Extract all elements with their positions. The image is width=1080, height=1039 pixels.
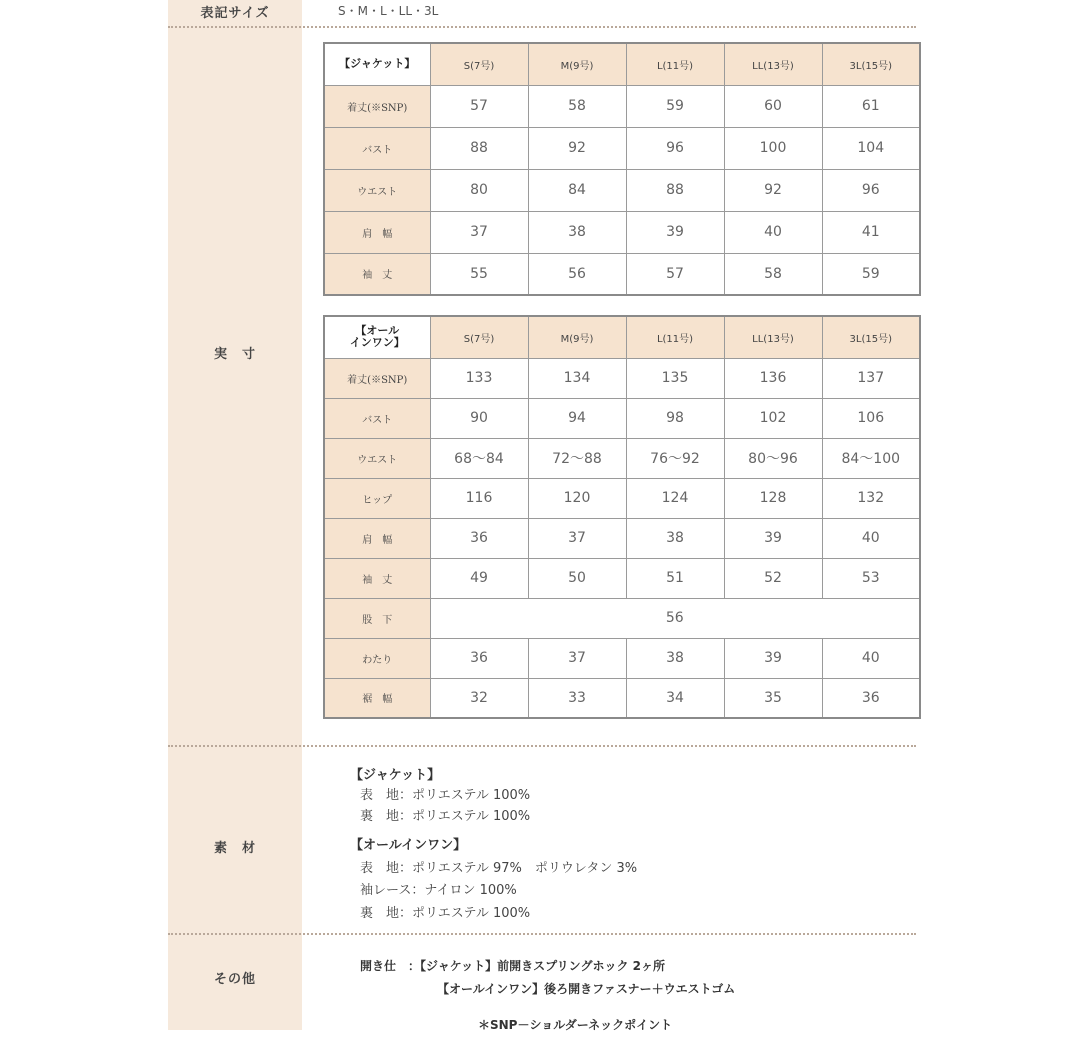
- measurement-value: 133: [430, 358, 528, 398]
- measurement-value: 136: [724, 358, 822, 398]
- measurement-value: 60: [724, 85, 822, 127]
- material-line: 裏 地：ポリエステル 100%: [360, 809, 531, 824]
- size-column-header: M(9号): [528, 43, 626, 85]
- measurement-label: バスト: [324, 127, 430, 169]
- measurement-label: 袖 丈: [324, 253, 430, 295]
- measurement-value: 104: [822, 127, 920, 169]
- size-column-header: S(7号): [430, 43, 528, 85]
- measurement-value: 40: [724, 211, 822, 253]
- measurement-value: 88: [626, 169, 724, 211]
- table-row: [324, 478, 920, 518]
- measurement-value: 61: [822, 85, 920, 127]
- size-column-header: LL(13号): [724, 43, 822, 85]
- material-label: 素 材: [213, 841, 256, 856]
- measurement-value: 100: [724, 127, 822, 169]
- measurement-value: 58: [528, 85, 626, 127]
- measurement-label: 肩 幅: [324, 211, 430, 253]
- measurement-value: 49: [430, 558, 528, 598]
- size-column-header: L(11号): [626, 43, 724, 85]
- measurement-label: ウエスト: [324, 438, 430, 478]
- material-line: 裏 地：ポリエステル 100%: [360, 906, 531, 921]
- table-header-row: [324, 43, 920, 85]
- measurement-value: 102: [724, 398, 822, 438]
- divider: [168, 26, 916, 28]
- table-row: [324, 438, 920, 478]
- measurement-value: 53: [822, 558, 920, 598]
- material-line: 表 地：ポリエステル 100%: [360, 788, 531, 803]
- label-column: [168, 0, 302, 1030]
- measurement-value: 38: [626, 638, 724, 678]
- measurement-label: 袖 丈: [324, 558, 430, 598]
- table-title-cell: 【ジャケット】: [324, 43, 430, 85]
- measure-label: 実 寸: [213, 347, 256, 362]
- measurement-value: 96: [626, 127, 724, 169]
- snp-note: ＊SNP－ショルダーネックポイント: [478, 1018, 673, 1032]
- measurement-value: 39: [724, 638, 822, 678]
- measurement-label: わたり: [324, 638, 430, 678]
- other-label: その他: [213, 972, 256, 987]
- measurement-label: バスト: [324, 398, 430, 438]
- divider: [168, 745, 916, 747]
- measurement-value: 59: [626, 85, 724, 127]
- measurement-value: 135: [626, 358, 724, 398]
- measurement-value: 33: [528, 678, 626, 718]
- table-row: [324, 398, 920, 438]
- table-row: [324, 678, 920, 718]
- material-line: 【ジャケット】: [350, 768, 441, 783]
- measurement-value: 35: [724, 678, 822, 718]
- measurement-label: 着丈(※SNP): [324, 358, 430, 398]
- table-row: [324, 211, 920, 253]
- measurement-value: 58: [724, 253, 822, 295]
- other-line-1: 開き仕 ：【ジャケット】前開きスプリングホック 2ヶ所: [360, 959, 665, 973]
- measurement-label: 着丈(※SNP): [324, 85, 430, 127]
- size-column-header: M(9号): [528, 316, 626, 358]
- other-line-2: 【オールインワン】後ろ開きファスナー＋ウエストゴム: [437, 982, 736, 996]
- table-row: [324, 558, 920, 598]
- measurement-value: 80～96: [724, 438, 822, 478]
- table-row: [324, 127, 920, 169]
- measurement-value: 51: [626, 558, 724, 598]
- table-title-cell: 【オール インワン】: [324, 316, 430, 358]
- measurement-value: 56: [528, 253, 626, 295]
- size-label: 表記サイズ: [200, 6, 270, 21]
- table-row: [324, 598, 920, 638]
- measurement-value: 84: [528, 169, 626, 211]
- measurement-value: 37: [528, 518, 626, 558]
- material-line: 袖レース：ナイロン 100%: [360, 883, 517, 898]
- table-row: [324, 518, 920, 558]
- jacket-size-table: [323, 42, 921, 296]
- measurement-value: 92: [724, 169, 822, 211]
- measurement-value: 36: [430, 518, 528, 558]
- material-line: 【オールインワン】: [350, 838, 467, 853]
- size-column-header: 3L(15号): [822, 43, 920, 85]
- measurement-label: ウエスト: [324, 169, 430, 211]
- size-column-header: L(11号): [626, 316, 724, 358]
- measurement-label: 肩 幅: [324, 518, 430, 558]
- measurement-value: 59: [822, 253, 920, 295]
- measurement-value: 38: [626, 518, 724, 558]
- measurement-value: 106: [822, 398, 920, 438]
- measurement-value: 72～88: [528, 438, 626, 478]
- divider: [168, 933, 916, 935]
- table-row: [324, 85, 920, 127]
- measurement-value: 92: [528, 127, 626, 169]
- measurement-value: 37: [430, 211, 528, 253]
- measurement-value: 76～92: [626, 438, 724, 478]
- measurement-value: 120: [528, 478, 626, 518]
- table-header-row: [324, 316, 920, 358]
- measurement-value: 40: [822, 638, 920, 678]
- measurement-value: 55: [430, 253, 528, 295]
- measurement-value: 36: [430, 638, 528, 678]
- allinone-size-table: [323, 315, 921, 719]
- measurement-value: 134: [528, 358, 626, 398]
- table-row: [324, 169, 920, 211]
- table-row: [324, 638, 920, 678]
- measurement-value: 132: [822, 478, 920, 518]
- measurement-label: 裾 幅: [324, 678, 430, 718]
- size-column-header: LL(13号): [724, 316, 822, 358]
- measurement-value: 137: [822, 358, 920, 398]
- size-column-header: S(7号): [430, 316, 528, 358]
- measurement-value: 128: [724, 478, 822, 518]
- measurement-value: 68～84: [430, 438, 528, 478]
- size-values: S・M・L・LL・3L: [338, 4, 439, 18]
- measurement-value: 40: [822, 518, 920, 558]
- measurement-value: 98: [626, 398, 724, 438]
- measurement-value: 124: [626, 478, 724, 518]
- measurement-value: 116: [430, 478, 528, 518]
- measurement-label: ヒップ: [324, 478, 430, 518]
- measurement-value: 56: [430, 598, 920, 638]
- measurement-value: 88: [430, 127, 528, 169]
- measurement-value: 96: [822, 169, 920, 211]
- measurement-value: 52: [724, 558, 822, 598]
- measurement-value: 37: [528, 638, 626, 678]
- table-row: [324, 253, 920, 295]
- measurement-value: 84～100: [822, 438, 920, 478]
- measurement-label: 股 下: [324, 598, 430, 638]
- measurement-value: 94: [528, 398, 626, 438]
- size-column-header: 3L(15号): [822, 316, 920, 358]
- measurement-value: 57: [430, 85, 528, 127]
- measurement-value: 41: [822, 211, 920, 253]
- measurement-value: 32: [430, 678, 528, 718]
- measurement-value: 38: [528, 211, 626, 253]
- measurement-value: 80: [430, 169, 528, 211]
- measurement-value: 34: [626, 678, 724, 718]
- measurement-value: 39: [724, 518, 822, 558]
- table-row: [324, 358, 920, 398]
- measurement-value: 50: [528, 558, 626, 598]
- measurement-value: 36: [822, 678, 920, 718]
- material-line: 表 地：ポリエステル 97% ポリウレタン 3%: [360, 861, 638, 876]
- measurement-value: 90: [430, 398, 528, 438]
- measurement-value: 39: [626, 211, 724, 253]
- measurement-value: 57: [626, 253, 724, 295]
